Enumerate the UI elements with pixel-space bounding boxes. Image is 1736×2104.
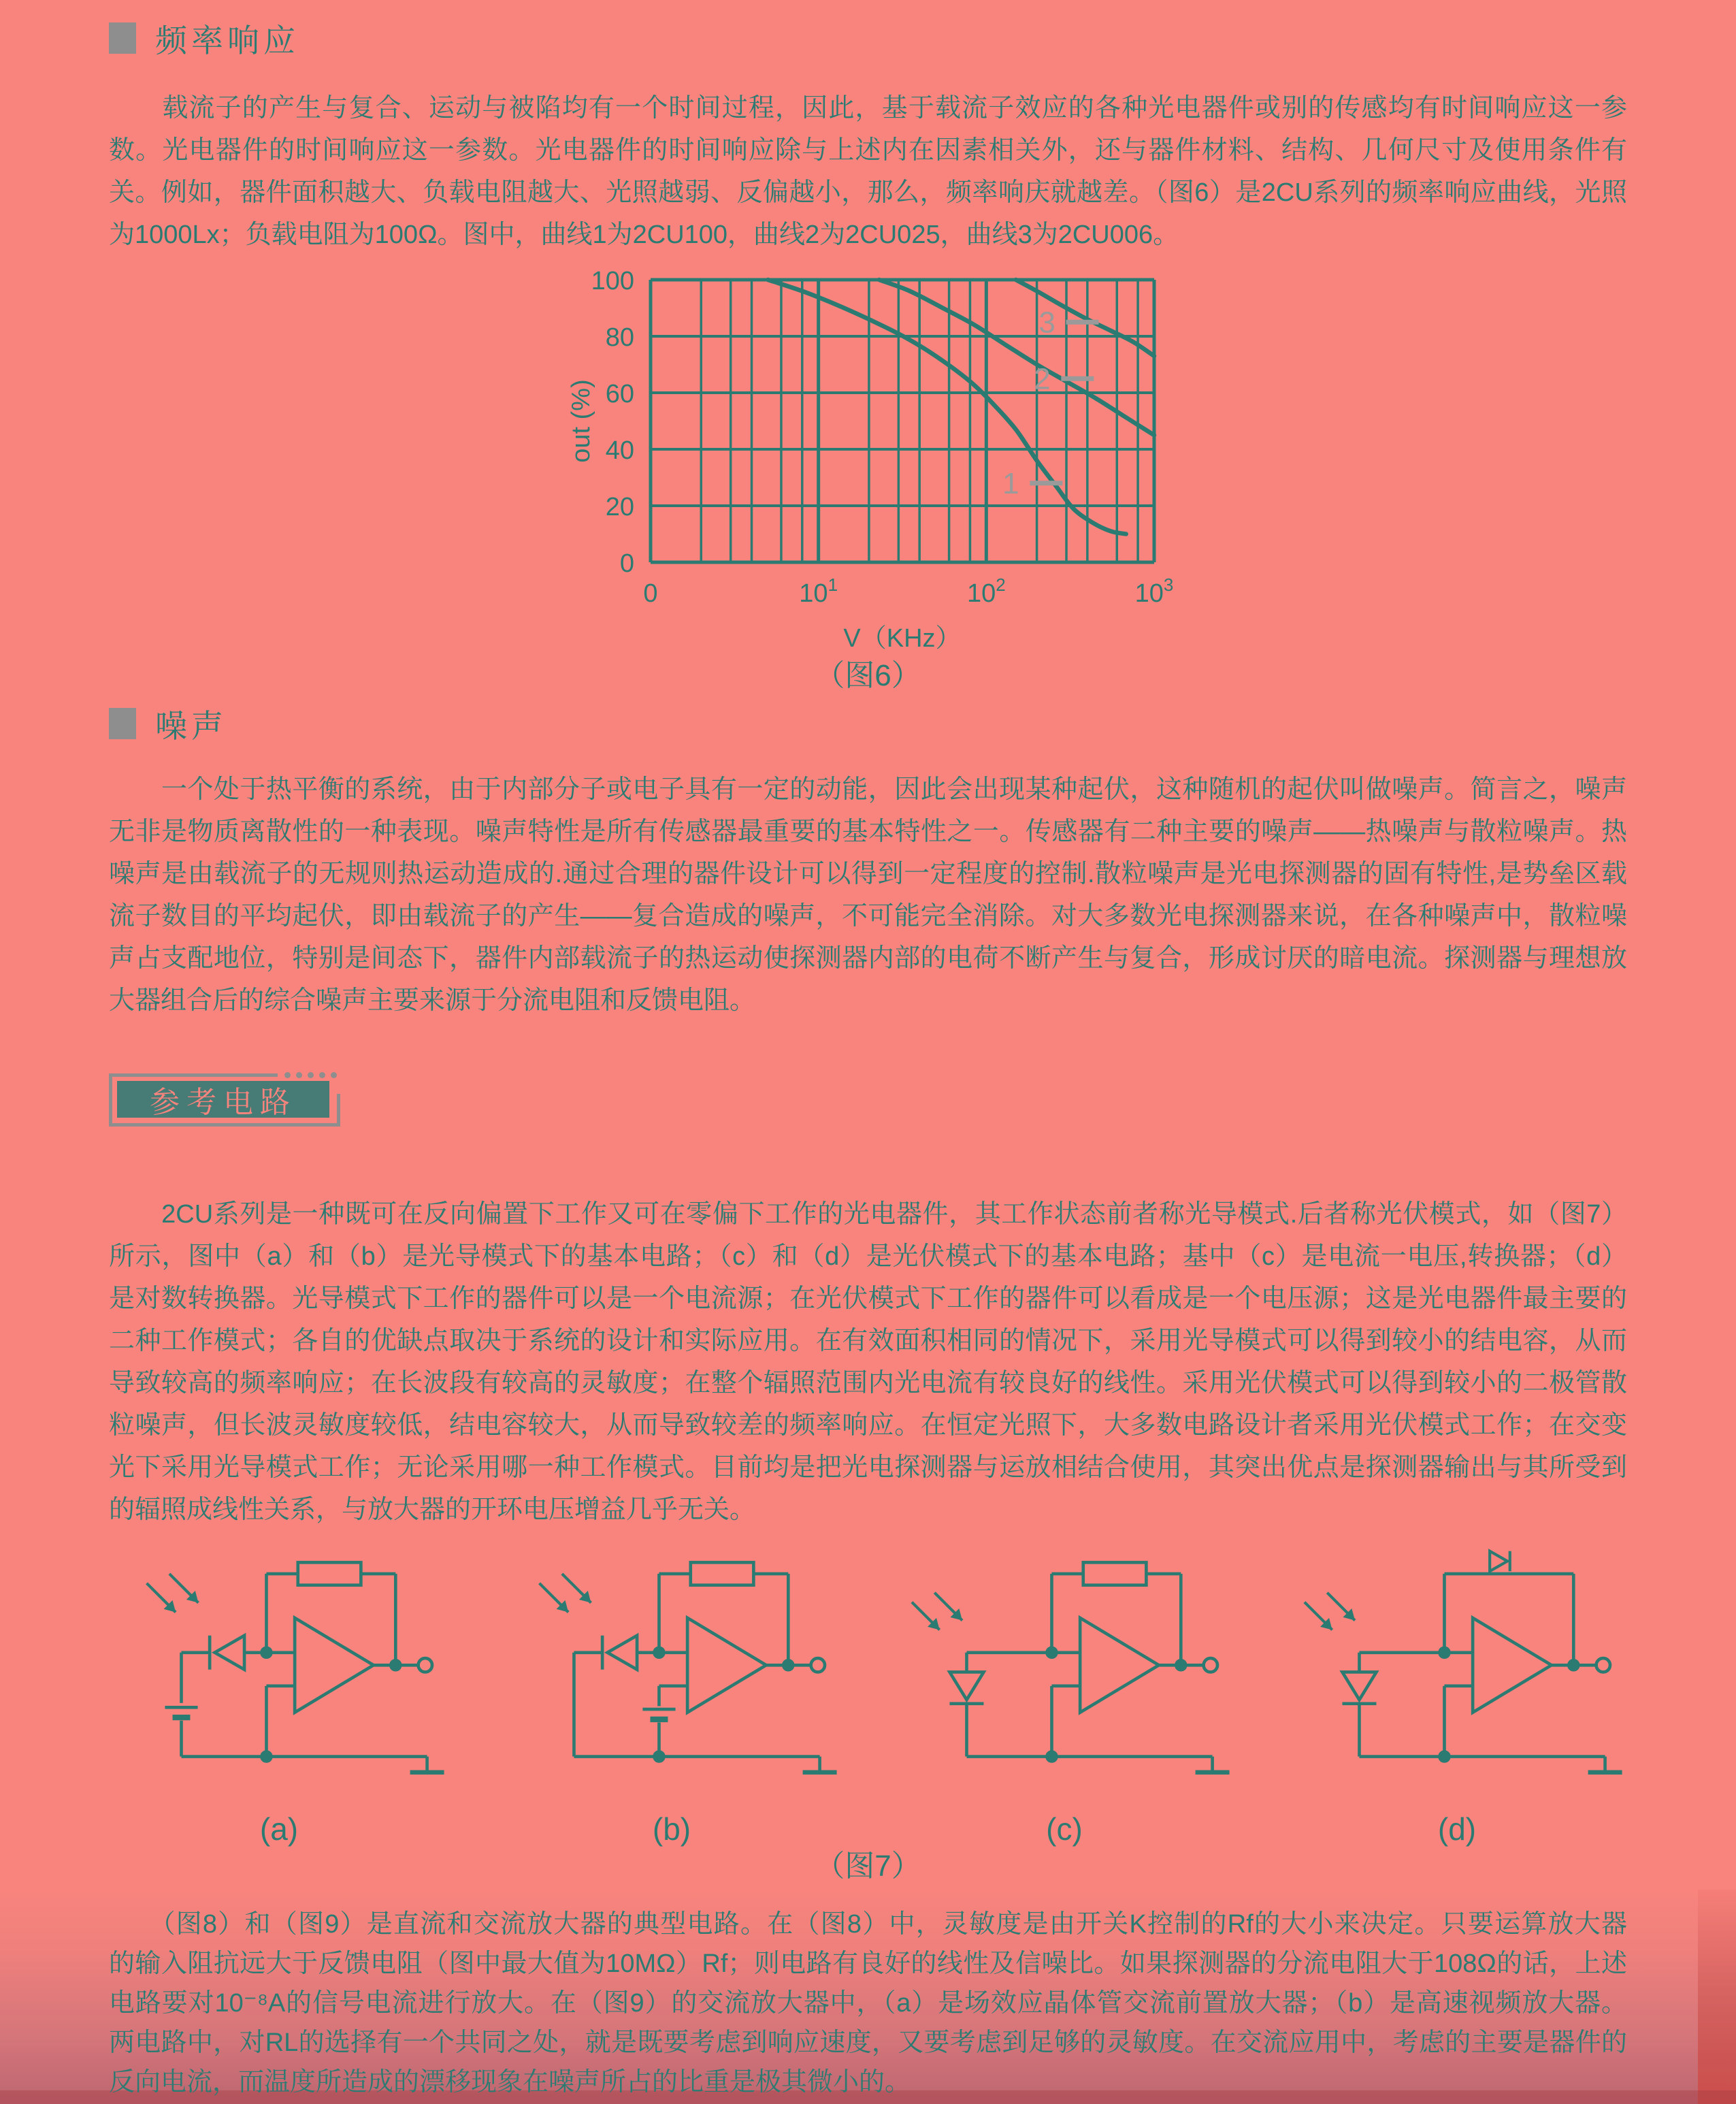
figure7-caption: （图7） xyxy=(815,1849,921,1883)
refbox-border xyxy=(109,1073,278,1077)
section-title-noise: 噪声 xyxy=(155,707,227,744)
reference-circuits-heading xyxy=(109,1073,340,1127)
circuit-label-b: (b) xyxy=(652,1811,691,1847)
bottom-section xyxy=(0,1890,1736,2104)
svg-text:0: 0 xyxy=(619,549,634,578)
svg-text:0: 0 xyxy=(642,579,658,608)
text-line: 关。例如，器件面积越大、负载电阻越大、光照越弱、反偏越小，那么，频率响庆就越差。（图6）是2CU系列的频率响应曲线，光照 xyxy=(109,178,1627,207)
svg-text:1: 1 xyxy=(1002,466,1019,500)
paragraph-amplifier-circuits xyxy=(0,1890,1736,2102)
section-bullet-icon xyxy=(109,22,136,54)
svg-text:40: 40 xyxy=(605,436,634,465)
text-line: 光下采用光导模式工作；无论采用哪一种工作模式。目前均是把光电探测器与运放相结合使用，其突出优点是探测器输出与其所受到 xyxy=(109,1453,1627,1482)
chart-svg xyxy=(562,270,1175,651)
refbox-border xyxy=(109,1123,340,1127)
svg-text:60: 60 xyxy=(605,380,634,408)
circuit-label-a: (a) xyxy=(259,1811,299,1847)
paragraph-reference-circuits xyxy=(109,1193,1627,1531)
refbox-border xyxy=(109,1073,112,1127)
frequency-response-chart xyxy=(562,270,1175,654)
svg-text:100: 100 xyxy=(591,270,634,295)
text-line: 电路要对10⁻⁸A的信号电流进行放大。在（图9）的交流放大器中，（a）是场效应晶体管交流前置放大器；（b）是高速视频放大器。 xyxy=(109,1989,1627,2018)
document-page xyxy=(0,16,1736,2104)
text-line: 两电路中，对RL的选择有一个共同之处，就是既要考虑到响应速度，又要考虑到足够的灵敏度。在交流应用中，考虑的主要是器件的 xyxy=(109,2028,1627,2057)
circuit-label-d: (d) xyxy=(1437,1811,1477,1847)
text-line: 声占支配地位，特别是间态下，器件内部载流子的热运动使探测器内部的电荷不断产生与复合，形成讨厌的暗电流。探测器与理想放 xyxy=(109,944,1627,973)
text-line: 流子数目的平均起伏，即由载流子的产生——复合造成的噪声，不可能完全消除。对大多数光电探测器来说，在各种噪声中，散粒噪 xyxy=(109,902,1627,930)
refbox-title-panel xyxy=(117,1081,329,1118)
circuit-c xyxy=(894,1549,1234,1847)
figure6-chart-block xyxy=(109,270,1627,695)
text-line: 无非是物质离散性的一种表现。噪声特性是所有传感器最重要的基本特性之一。传感器有二种主要的噪声——热噪声与散粒噪声。热 xyxy=(109,818,1627,846)
svg-text:3: 3 xyxy=(1038,306,1055,340)
text-line: 是对数转换器。光导模式下工作的器件可以是一个电流源；在光伏模式下工作的器件可以看成是一个电压源；这是光电器件最主要的 xyxy=(109,1284,1627,1313)
text-line: 导致较高的频率响应；在长波段有较高的灵敏度；在整个辐照范围内光电流有较良好的线性。采用光伏模式可以得到较小的二极管散 xyxy=(109,1369,1627,1397)
circuit-diagram-svg xyxy=(1287,1549,1627,1807)
circuit-diagram-svg xyxy=(894,1549,1234,1807)
text-line: 一个处于热平衡的系统，由于内部分子或电子具有一定的动能，因此会出现某种起伏，这种随机的起伏叫做噪声。简言之，噪声 xyxy=(109,775,1627,804)
paragraph-noise xyxy=(109,768,1627,1022)
text-line: 为1000Lx；负载电阻为100Ω。图中，曲线1为2CU100，曲线2为2CU025，曲线3为2CU006。 xyxy=(109,221,1179,249)
circuit-diagram-svg xyxy=(109,1549,449,1807)
svg-text:80: 80 xyxy=(605,323,634,352)
section-header-frequency-response xyxy=(109,16,1627,60)
section-bullet-icon xyxy=(109,708,136,739)
text-line: 大器组合后的综合噪声主要来源于分流电阻和反馈电阻。 xyxy=(109,986,756,1015)
svg-text:2: 2 xyxy=(1033,362,1051,396)
svg-text:103: $10^3$ xyxy=(1134,574,1173,608)
section-header-noise xyxy=(109,702,1627,745)
circuit-label-c: (c) xyxy=(1046,1811,1083,1847)
svg-text:out (%): out (%) xyxy=(566,379,595,463)
paragraph-frequency-response xyxy=(109,87,1627,256)
refbox-border xyxy=(337,1094,340,1127)
text-line: 2CU系列是一种既可在反向偏置下工作又可在零偏下工作的光电器件，其工作状态前者称光导模式.后者称光伏模式，如（图7） xyxy=(109,1200,1627,1229)
text-line: （图8）和（图9）是直流和交流放大器的典型电路。在（图8）中，灵敏度是由开关K控制的Rf的大小来决定。只要运算放大器 xyxy=(109,1910,1627,1939)
text-line: 数。光电器件的时间响应这一参数。光电器件的时间响应除与上述内在因素相关外，还与器件材料、结构、几何尺寸及使用条件有 xyxy=(109,136,1627,165)
section-title-frequency-response: 频率响应 xyxy=(155,22,299,59)
text-line: 反向电流，而温度所造成的漂移现象在噪声所占的比重是极其微小的。 xyxy=(109,2068,911,2097)
circuit-b xyxy=(502,1549,842,1847)
text-line: 载流子的产生与复合、运动与被陷均有一个时间过程，因此，基于载流子效应的各种光电器件或别的传感均有时间响应这一参 xyxy=(109,94,1627,123)
text-line: 粒噪声，但长波灵敏度较低，结电容较大，从而导致较差的频率响应。在恒定光照下，大多数电路设计者采用光伏模式工作；在交变 xyxy=(109,1411,1627,1440)
text-line: 的辐照成线性关系，与放大器的开环电压增益几乎无关。 xyxy=(109,1495,756,1524)
text-line: 所示，图中（a）和（b）是光导模式下的基本电路；（c）和（d）是光伏模式下的基本电路；基中（c）是电流一电压,转换器；（d） xyxy=(109,1242,1627,1271)
svg-text:20: 20 xyxy=(605,493,634,521)
text-line: 的输入阻抗远大于反馈电阻（图中最大值为10MΩ）Rf；则电路有良好的线性及信噪比。如果探测器的分流电阻大于108Ω的话，上述 xyxy=(109,1949,1627,1978)
figure7-circuits-row xyxy=(109,1549,1627,1847)
circuit-a xyxy=(109,1549,449,1847)
text-line: 噪声是由载流子的无规则热运动造成的.通过合理的器件设计可以得到一定程度的控制.散粒噪声是光电探测器的固有特性,是势垒区载 xyxy=(109,860,1627,888)
svg-text:V（KHz）: V（KHz） xyxy=(842,624,962,651)
svg-text:101: $10^1$ xyxy=(798,574,838,608)
text-line: 二种工作模式；各自的优缺点取决于系统的设计和实际应用。在有效面积相同的情况下，采用光导模式可以得到较小的结电容，从而 xyxy=(109,1327,1627,1355)
figure6-caption: （图6） xyxy=(815,659,921,692)
circuit-diagram-svg xyxy=(502,1549,842,1807)
section-title-reference-circuits: 参考电路 xyxy=(150,1086,297,1119)
svg-text:102: $10^2$ xyxy=(966,574,1006,608)
circuit-d xyxy=(1287,1549,1627,1847)
